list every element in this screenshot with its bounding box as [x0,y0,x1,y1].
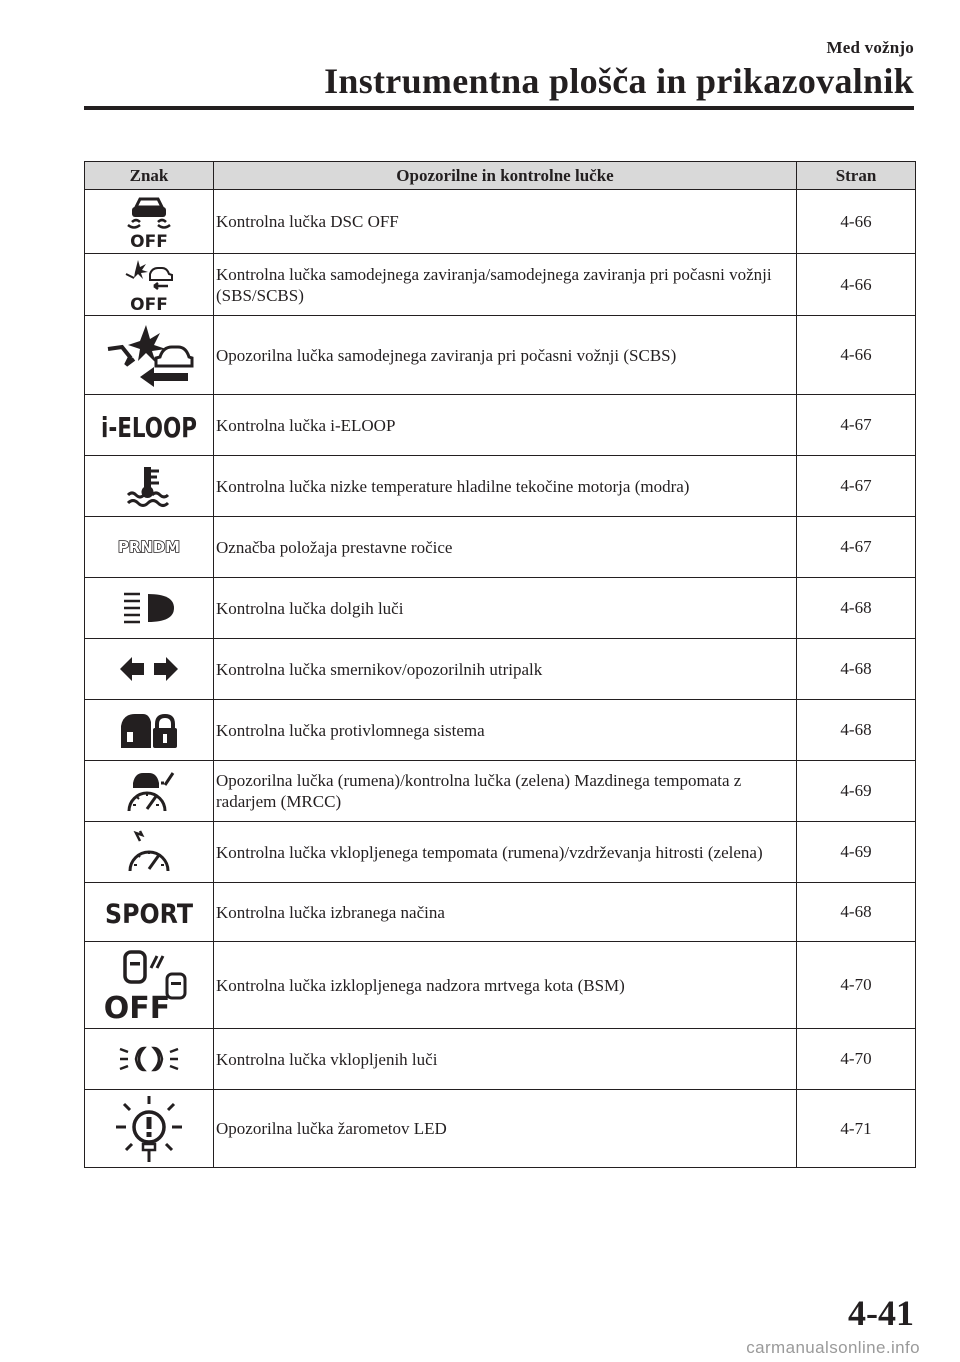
description-cell: Kontrolna lučka protivlomnega sistema [214,700,797,761]
page-cell: 4-68 [797,883,916,942]
svg-text:OFF: OFF [103,991,171,1026]
table-row [85,1090,916,1168]
symbol-cell [85,1090,214,1168]
symbol-cell [85,700,214,761]
description-cell: Kontrolna lučka i-ELOOP [214,395,797,456]
page-cell: 4-66 [797,254,916,316]
description-cell: Kontrolna lučka vklopljenih luči [214,1029,797,1090]
page-cell: 4-70 [797,1029,916,1090]
symbol-cell [85,639,214,700]
table-row [85,639,916,700]
description-cell: Opozorilna lučka žarometov LED [214,1090,797,1168]
table-row [85,1029,916,1090]
description-cell: Kontrolna lučka smernikov/opozorilnih utripalk [214,639,797,700]
table-row [85,254,916,316]
page-title: Instrumentna plošča in prikazovalnik [324,61,914,101]
scbs-warning-icon [104,323,194,387]
description-cell: Kontrolna lučka vklopljenega tempomata (rumena)/vzdrževanja hitrosti (zelena) [214,822,797,883]
description-cell: Kontrolna lučka dolgih luči [214,578,797,639]
description-cell: Kontrolna lučka izklopljenega nadzora mrtvega kota (BSM) [214,942,797,1029]
svg-text:OFF: OFF [130,294,168,315]
symbol-cell [85,883,214,942]
page-number: 4-41 [848,1293,914,1333]
table-row [85,883,916,942]
symbol-cell [85,316,214,395]
security-system-icon [119,710,179,750]
symbol-cell [85,254,214,316]
page-cell: 4-67 [797,395,916,456]
table-row [85,517,916,578]
svg-text:SPORT: SPORT [105,899,194,930]
column-header-symbol: Znak [85,162,214,190]
symbol-cell [85,395,214,456]
page-cell: 4-70 [797,942,916,1029]
description-cell: Kontrolna lučka DSC OFF [214,190,797,254]
page-cell: 4-68 [797,700,916,761]
dsc-off-icon [118,195,180,252]
page-cell: 4-66 [797,316,916,395]
page-cell: 4-67 [797,517,916,578]
page-cell: 4-68 [797,639,916,700]
watermark: carmanualsonline.info [746,1338,920,1357]
page-cell: 4-69 [797,761,916,822]
i-eloop-icon [99,407,199,443]
lights-on-icon [118,1044,180,1074]
page-cell: 4-67 [797,456,916,517]
section-label: Med vožnjo [826,38,914,57]
table-row [85,316,916,395]
description-cell: Kontrolna lučka nizke temperature hladilne tekočine motorja (modra) [214,456,797,517]
symbol-cell [85,942,214,1029]
page-cell: 4-71 [797,1090,916,1168]
symbol-cell [85,456,214,517]
bsm-off-icon [103,948,191,1026]
symbol-cell [85,578,214,639]
svg-text:i-ELOOP: i-ELOOP [101,411,197,444]
cruise-control-icon [124,829,174,875]
table-row [85,190,916,254]
table-row [85,395,916,456]
led-headlight-warning-icon [114,1094,184,1164]
mrcc-icon [121,769,177,813]
description-cell: Označba položaja prestavne ročice [214,517,797,578]
table-row [85,942,916,1029]
page-cell: 4-66 [797,190,916,254]
description-cell: Kontrolna lučka samodejnega zaviranja/samodejnega zaviranja pri počasni vožnji (SBS/SCBS) [214,254,797,316]
page-cell: 4-68 [797,578,916,639]
gear-position-icon [117,537,181,557]
sbs-scbs-off-icon [118,258,180,315]
description-cell: Kontrolna lučka izbranega načina [214,883,797,942]
description-cell: Opozorilna lučka (rumena)/kontrolna lučka (zelena) Mazdinega tempomata z radarjem (MRCC) [214,761,797,822]
symbol-cell [85,1029,214,1090]
table-row [85,578,916,639]
table-row [85,761,916,822]
warning-lamps-table [84,161,916,1168]
table-row [85,700,916,761]
column-header-lamps: Opozorilne in kontrolne lučke [214,162,797,190]
description-cell: Opozorilna lučka samodejnega zaviranja pri počasni vožnji (SCBS) [214,316,797,395]
svg-text:OFF: OFF [130,231,168,252]
symbol-cell [85,190,214,254]
table-header-row [85,162,916,190]
symbol-cell [85,822,214,883]
column-header-page: Stran [797,162,916,190]
sport-mode-icon [103,894,195,930]
svg-text:PRNDM: PRNDM [118,538,180,556]
title-rule [84,106,914,110]
low-coolant-temperature-icon [124,465,174,507]
page-cell: 4-69 [797,822,916,883]
turn-signal-icon [118,655,180,683]
symbol-cell [85,761,214,822]
high-beam-icon [122,591,176,625]
table-row [85,456,916,517]
symbol-cell [85,517,214,578]
table-row [85,822,916,883]
